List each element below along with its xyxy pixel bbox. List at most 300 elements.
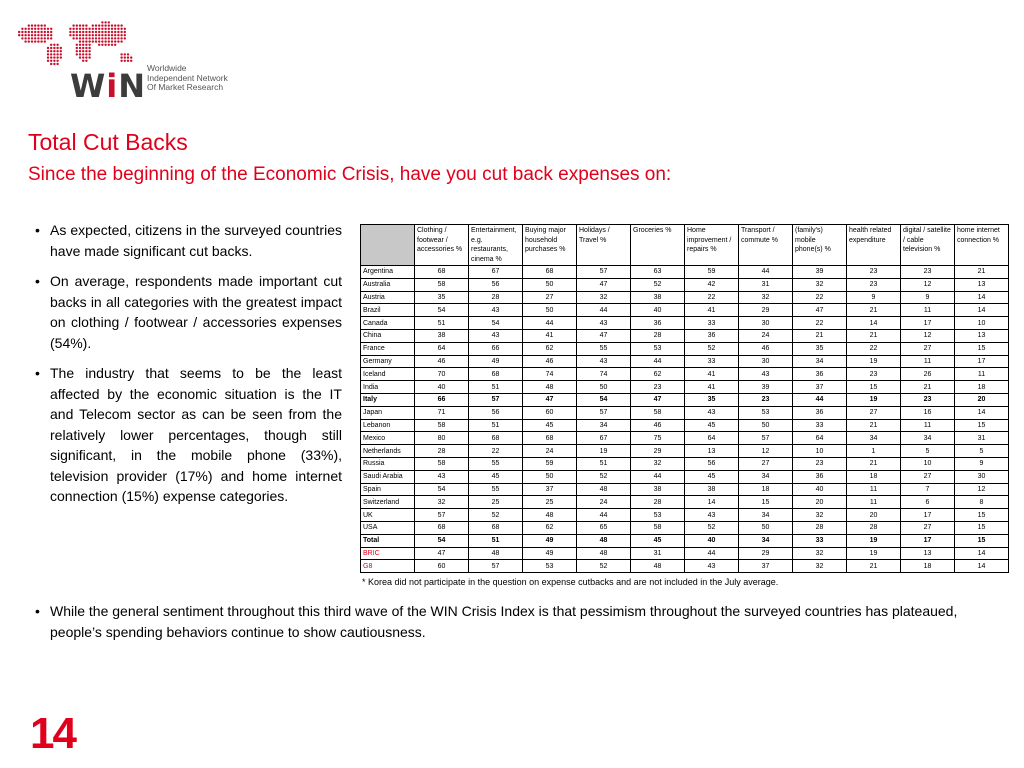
map-dot	[24, 40, 26, 42]
value-cell: 14	[847, 317, 901, 330]
map-dot	[34, 28, 36, 30]
value-cell: 31	[955, 432, 1009, 445]
map-dot	[92, 28, 94, 30]
value-cell: 14	[955, 560, 1009, 573]
map-dot	[76, 34, 78, 36]
map-dot	[44, 40, 46, 42]
value-cell: 21	[847, 304, 901, 317]
value-cell: 45	[469, 470, 523, 483]
value-cell: 57	[739, 432, 793, 445]
value-cell: 28	[469, 291, 523, 304]
value-cell: 41	[523, 329, 577, 342]
value-cell: 47	[577, 329, 631, 342]
logo-line-3: Of Market Research	[147, 82, 224, 92]
column-header: Buying major household purchases %	[523, 225, 577, 266]
country-cell: Mexico	[361, 432, 415, 445]
value-cell: 32	[415, 496, 469, 509]
map-dot	[56, 53, 58, 55]
value-cell: 22	[685, 291, 739, 304]
map-dot	[111, 44, 113, 46]
table-row	[361, 457, 1009, 470]
map-dot	[37, 34, 39, 36]
map-dot	[37, 40, 39, 42]
map-dot	[120, 53, 122, 55]
value-cell: 10	[901, 457, 955, 470]
value-cell: 25	[523, 496, 577, 509]
map-dot	[101, 34, 103, 36]
value-cell: 10	[793, 445, 847, 458]
country-cell: Russia	[361, 457, 415, 470]
table-row	[361, 355, 1009, 368]
value-cell: 45	[685, 419, 739, 432]
value-cell: 41	[685, 381, 739, 394]
bullet-text: While the general sentiment throughout this third wave of the WIN Crisis Index is that pessimism throughout the surveyed countries has plateaued, people’s spending behaviors continue to show cautiousness.	[50, 603, 958, 640]
column-header: health related expenditure	[847, 225, 901, 266]
map-dot	[79, 40, 81, 42]
map-dot	[76, 50, 78, 52]
value-cell: 68	[469, 432, 523, 445]
value-cell: 1	[847, 445, 901, 458]
map-dot	[79, 47, 81, 49]
value-cell: 68	[469, 368, 523, 381]
map-dot	[101, 21, 103, 23]
value-cell: 39	[793, 266, 847, 279]
country-cell: Brazil	[361, 304, 415, 317]
bullet-text: On average, respondents made important cut backs in all categories with the greatest impact on clothing / footwear / accessories expenses (54%).	[50, 273, 342, 351]
map-dot	[108, 24, 110, 26]
map-dot	[37, 24, 39, 26]
map-dot	[82, 60, 84, 62]
value-cell: 51	[577, 457, 631, 470]
value-cell: 44	[577, 509, 631, 522]
map-dot	[76, 44, 78, 46]
value-cell: 22	[847, 342, 901, 355]
map-dot	[104, 24, 106, 26]
value-cell: 36	[685, 329, 739, 342]
map-dot	[124, 60, 126, 62]
logo-line-1: Worldwide	[147, 63, 187, 73]
value-cell: 12	[901, 278, 955, 291]
table-row	[361, 266, 1009, 279]
value-cell: 29	[631, 445, 685, 458]
map-dot	[44, 31, 46, 33]
value-cell: 23	[847, 266, 901, 279]
map-dot	[104, 28, 106, 30]
value-cell: 21	[901, 381, 955, 394]
value-cell: 37	[523, 483, 577, 496]
value-cell: 59	[685, 266, 739, 279]
value-cell: 38	[631, 483, 685, 496]
map-dot	[56, 56, 58, 58]
value-cell: 52	[577, 470, 631, 483]
map-dot	[50, 37, 52, 39]
map-dot	[21, 28, 23, 30]
value-cell: 28	[847, 521, 901, 534]
value-cell: 44	[631, 470, 685, 483]
map-dot	[44, 37, 46, 39]
value-cell: 18	[847, 470, 901, 483]
map-dot	[18, 34, 20, 36]
value-cell: 20	[793, 496, 847, 509]
value-cell: 29	[739, 304, 793, 317]
value-cell: 59	[523, 457, 577, 470]
value-cell: 62	[523, 521, 577, 534]
map-dot	[40, 40, 42, 42]
table-row	[361, 368, 1009, 381]
map-dot	[18, 31, 20, 33]
map-dot	[82, 50, 84, 52]
value-cell: 24	[577, 496, 631, 509]
map-dot	[31, 40, 33, 42]
map-dot	[21, 31, 23, 33]
value-cell: 38	[631, 291, 685, 304]
value-cell: 54	[469, 317, 523, 330]
value-cell: 27	[739, 457, 793, 470]
value-cell: 23	[793, 457, 847, 470]
value-cell: 21	[955, 266, 1009, 279]
logo-mark-w: W	[70, 67, 107, 105]
map-dot	[104, 21, 106, 23]
map-dot	[40, 31, 42, 33]
map-dot	[108, 40, 110, 42]
value-cell: 48	[577, 483, 631, 496]
map-dot	[88, 37, 90, 39]
map-dot	[111, 31, 113, 33]
value-cell: 17	[901, 317, 955, 330]
map-dot	[130, 56, 132, 58]
value-cell: 64	[685, 432, 739, 445]
map-dot	[53, 44, 55, 46]
value-cell: 15	[955, 419, 1009, 432]
value-cell: 50	[577, 381, 631, 394]
map-dot	[101, 44, 103, 46]
map-dot	[82, 28, 84, 30]
map-dot	[50, 34, 52, 36]
map-dot	[53, 53, 55, 55]
value-cell: 43	[577, 355, 631, 368]
map-dot	[114, 28, 116, 30]
map-dot	[56, 50, 58, 52]
logo-mark	[70, 67, 147, 105]
map-dot	[24, 34, 26, 36]
map-dot	[120, 34, 122, 36]
value-cell: 35	[415, 291, 469, 304]
value-cell: 16	[901, 406, 955, 419]
value-cell: 32	[793, 560, 847, 573]
value-cell: 68	[415, 521, 469, 534]
value-cell: 62	[523, 342, 577, 355]
map-dot	[50, 50, 52, 52]
map-dot	[82, 40, 84, 42]
bullet-item	[30, 220, 342, 261]
map-dot	[79, 31, 81, 33]
map-dot	[37, 37, 39, 39]
value-cell: 40	[685, 534, 739, 547]
map-dot	[108, 34, 110, 36]
map-dot	[76, 37, 78, 39]
map-dot	[34, 40, 36, 42]
value-cell: 11	[847, 496, 901, 509]
bullet-item-bottom	[30, 601, 990, 642]
table-row	[361, 419, 1009, 432]
value-cell: 23	[847, 278, 901, 291]
map-dot	[28, 28, 30, 30]
logo-text	[147, 64, 228, 93]
bullet-dot: •	[35, 365, 40, 381]
map-dot	[88, 50, 90, 52]
value-cell: 26	[901, 368, 955, 381]
value-cell: 43	[685, 560, 739, 573]
map-dot	[111, 24, 113, 26]
map-dot	[98, 40, 100, 42]
map-dot	[82, 56, 84, 58]
value-cell: 56	[685, 457, 739, 470]
map-dot	[37, 31, 39, 33]
table-row	[361, 278, 1009, 291]
value-cell: 15	[847, 381, 901, 394]
value-cell: 20	[955, 393, 1009, 406]
map-dot	[50, 44, 52, 46]
value-cell: 11	[901, 304, 955, 317]
map-dot	[95, 28, 97, 30]
map-dot	[104, 44, 106, 46]
map-dot	[85, 37, 87, 39]
map-dot	[120, 24, 122, 26]
value-cell: 12	[955, 483, 1009, 496]
value-cell: 48	[469, 547, 523, 560]
bullet-text: The industry that seems to be the least affected by the economic situation is the IT and Telecom sector as can be seen from the relatively lower percentages, though still significant, in the mobile phone (33%), television provider (17%) and home internet connection (15%) expense categories.	[50, 365, 342, 504]
value-cell: 22	[469, 445, 523, 458]
country-cell: Netherlands	[361, 445, 415, 458]
value-cell: 25	[469, 496, 523, 509]
map-dot	[72, 28, 74, 30]
country-cell: Australia	[361, 278, 415, 291]
value-cell: 74	[523, 368, 577, 381]
value-cell: 21	[847, 457, 901, 470]
column-header: Clothing / footwear / accessories %	[415, 225, 469, 266]
value-cell: 15	[739, 496, 793, 509]
column-header: Entertainment, e.g. restaurants, cinema %	[469, 225, 523, 266]
map-dot	[34, 24, 36, 26]
map-dot	[98, 44, 100, 46]
map-dot	[31, 31, 33, 33]
map-dot	[24, 31, 26, 33]
table-header-row	[361, 225, 1009, 266]
value-cell: 49	[523, 547, 577, 560]
value-cell: 32	[577, 291, 631, 304]
map-dot	[98, 31, 100, 33]
page-number: 14	[30, 709, 75, 758]
map-dot	[88, 28, 90, 30]
country-cell: Switzerland	[361, 496, 415, 509]
map-dot	[60, 50, 62, 52]
map-dot	[108, 28, 110, 30]
value-cell: 32	[739, 291, 793, 304]
value-cell: 34	[793, 355, 847, 368]
value-cell: 19	[847, 393, 901, 406]
table-row	[361, 521, 1009, 534]
value-cell: 19	[577, 445, 631, 458]
value-cell: 49	[469, 355, 523, 368]
value-cell: 28	[631, 329, 685, 342]
value-cell: 47	[793, 304, 847, 317]
value-cell: 65	[577, 521, 631, 534]
value-cell: 19	[847, 534, 901, 547]
value-cell: 50	[523, 470, 577, 483]
value-cell: 47	[577, 278, 631, 291]
country-cell: France	[361, 342, 415, 355]
bullet-item	[30, 271, 342, 353]
table-row	[361, 329, 1009, 342]
map-dot	[117, 28, 119, 30]
map-dot	[124, 37, 126, 39]
value-cell: 39	[739, 381, 793, 394]
map-dot	[40, 37, 42, 39]
logo-mark-i: i	[106, 67, 119, 105]
map-dot	[88, 31, 90, 33]
value-cell: 47	[415, 547, 469, 560]
bullet-list	[30, 220, 342, 517]
value-cell: 33	[793, 419, 847, 432]
value-cell: 44	[793, 393, 847, 406]
value-cell: 34	[739, 509, 793, 522]
value-cell: 11	[901, 419, 955, 432]
map-dot	[76, 31, 78, 33]
map-dot	[53, 50, 55, 52]
value-cell: 13	[955, 329, 1009, 342]
value-cell: 31	[739, 278, 793, 291]
map-dot	[31, 24, 33, 26]
column-header: Holidays / Travel %	[577, 225, 631, 266]
value-cell: 44	[523, 317, 577, 330]
value-cell: 60	[523, 406, 577, 419]
map-dot	[34, 37, 36, 39]
value-cell: 18	[955, 381, 1009, 394]
value-cell: 44	[577, 304, 631, 317]
value-cell: 56	[469, 278, 523, 291]
value-cell: 54	[415, 304, 469, 317]
map-dot	[120, 28, 122, 30]
country-cell: Argentina	[361, 266, 415, 279]
bullet-item	[30, 363, 342, 507]
value-cell: 40	[631, 304, 685, 317]
value-cell: 51	[469, 381, 523, 394]
value-cell: 74	[577, 368, 631, 381]
value-cell: 57	[577, 266, 631, 279]
country-cell: Lebanon	[361, 419, 415, 432]
value-cell: 53	[739, 406, 793, 419]
value-cell: 50	[523, 278, 577, 291]
map-dot	[120, 31, 122, 33]
value-cell: 43	[469, 329, 523, 342]
table-row	[361, 470, 1009, 483]
map-dot	[47, 47, 49, 49]
map-dot	[47, 50, 49, 52]
map-dot	[28, 31, 30, 33]
value-cell: 53	[631, 342, 685, 355]
value-cell: 43	[577, 317, 631, 330]
map-dot	[85, 31, 87, 33]
value-cell: 57	[469, 393, 523, 406]
map-dot	[127, 53, 129, 55]
map-dot	[79, 56, 81, 58]
map-dot	[88, 44, 90, 46]
value-cell: 27	[901, 521, 955, 534]
map-dot	[95, 40, 97, 42]
value-cell: 32	[793, 547, 847, 560]
map-dot	[31, 37, 33, 39]
value-cell: 44	[739, 266, 793, 279]
value-cell: 48	[523, 381, 577, 394]
value-cell: 34	[847, 432, 901, 445]
map-dot	[117, 31, 119, 33]
value-cell: 34	[739, 534, 793, 547]
value-cell: 58	[415, 419, 469, 432]
map-dot	[117, 40, 119, 42]
value-cell: 45	[685, 470, 739, 483]
value-cell: 33	[685, 355, 739, 368]
value-cell: 15	[955, 509, 1009, 522]
value-cell: 31	[631, 547, 685, 560]
map-dot	[111, 40, 113, 42]
table-row	[361, 304, 1009, 317]
logo-mark-n: N	[118, 67, 147, 105]
value-cell: 75	[631, 432, 685, 445]
map-dot	[92, 34, 94, 36]
value-cell: 52	[685, 342, 739, 355]
map-dot	[56, 63, 58, 65]
value-cell: 32	[793, 509, 847, 522]
value-cell: 46	[523, 355, 577, 368]
value-cell: 51	[469, 419, 523, 432]
value-cell: 11	[955, 368, 1009, 381]
map-dot	[47, 28, 49, 30]
value-cell: 14	[685, 496, 739, 509]
value-cell: 21	[793, 329, 847, 342]
value-cell: 80	[415, 432, 469, 445]
value-cell: 48	[523, 509, 577, 522]
country-cell: Total	[361, 534, 415, 547]
value-cell: 48	[631, 560, 685, 573]
map-dot	[72, 31, 74, 33]
value-cell: 70	[415, 368, 469, 381]
value-cell: 14	[955, 547, 1009, 560]
map-dot	[127, 60, 129, 62]
country-cell: China	[361, 329, 415, 342]
map-dot	[50, 60, 52, 62]
map-dot	[40, 34, 42, 36]
map-dot	[98, 37, 100, 39]
value-cell: 49	[523, 534, 577, 547]
column-header: digital / satellite / cable television %	[901, 225, 955, 266]
map-dot	[79, 53, 81, 55]
map-dot	[85, 34, 87, 36]
map-dot	[53, 60, 55, 62]
value-cell: 53	[631, 509, 685, 522]
table-body	[361, 266, 1009, 573]
logo-line-2: Independent Network	[147, 72, 228, 83]
map-dot	[108, 31, 110, 33]
map-dot	[50, 31, 52, 33]
map-dot	[60, 56, 62, 58]
value-cell: 27	[847, 406, 901, 419]
map-dot	[104, 34, 106, 36]
map-dot	[92, 40, 94, 42]
map-dot	[130, 60, 132, 62]
value-cell: 9	[955, 457, 1009, 470]
value-cell: 48	[577, 547, 631, 560]
map-dot	[28, 34, 30, 36]
